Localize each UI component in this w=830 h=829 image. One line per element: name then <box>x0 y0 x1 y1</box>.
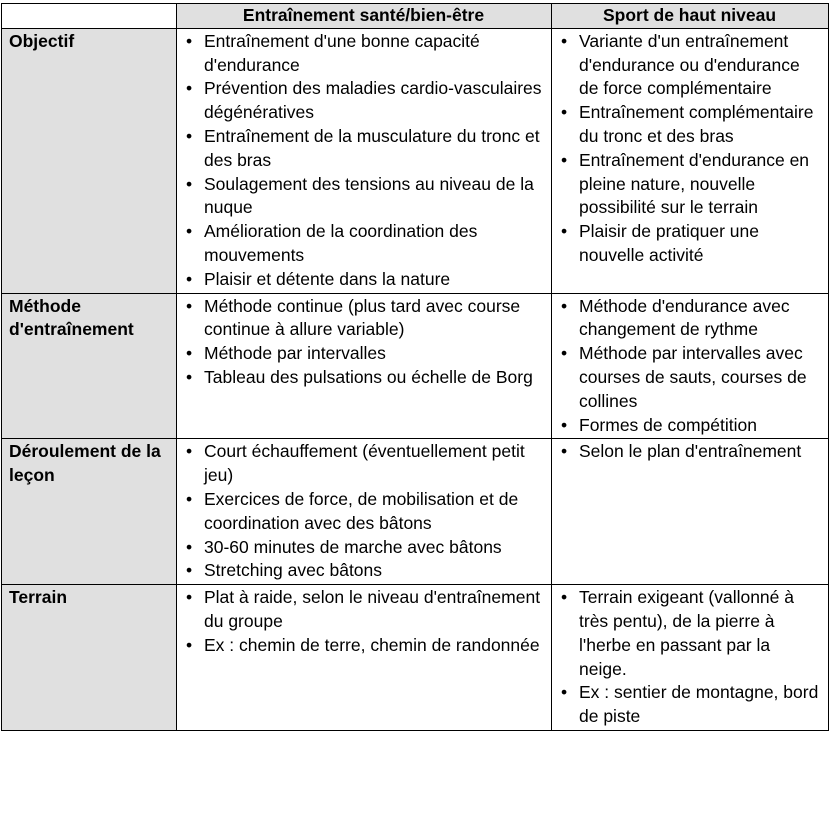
list-item: • Ex : chemin de terre, chemin de randonnée <box>204 634 545 658</box>
bullet-list <box>557 30 822 268</box>
table-row-deroulement <box>2 439 829 585</box>
table-row-terrain <box>2 585 829 731</box>
bullet-list <box>182 586 545 657</box>
list-item: • Méthode continue (plus tard avec course continue à allure variable) <box>204 295 545 343</box>
bullet-list <box>557 440 822 464</box>
list-item: • Entraînement complémentaire du tronc et des bras <box>579 101 822 149</box>
cell-sport <box>552 28 829 293</box>
list-item: • Soulagement des tensions au niveau de la nuque <box>204 173 545 221</box>
header-sport: Sport de haut niveau <box>552 4 829 29</box>
list-item: • Entraînement de la musculature du tronc et des bras <box>204 125 545 173</box>
table-row-methode <box>2 293 829 439</box>
list-item: • Selon le plan d'entraînement <box>579 440 822 464</box>
list-item: • Entraînement d'une bonne capacité d'endurance <box>204 30 545 78</box>
list-item: • Tableau des pulsations ou échelle de Borg <box>204 366 545 390</box>
cell-sport <box>552 439 829 585</box>
bullet-list <box>557 295 822 438</box>
row-label: Objectif <box>2 28 177 293</box>
table-row-objectif <box>2 28 829 293</box>
cell-sante <box>177 28 552 293</box>
bullet-list <box>182 30 545 292</box>
list-item: • Entraînement d'endurance en pleine nature, nouvelle possibilité sur le terrain <box>579 149 822 220</box>
list-item: • Méthode par intervalles avec courses de sauts, courses de collines <box>579 342 822 413</box>
row-label: Terrain <box>2 585 177 731</box>
header-row <box>2 4 829 29</box>
cell-sante <box>177 439 552 585</box>
cell-sport <box>552 293 829 439</box>
list-item: • Amélioration de la coordination des mouvements <box>204 220 545 268</box>
bullet-list <box>557 586 822 729</box>
list-item: • Plat à raide, selon le niveau d'entraînement du groupe <box>204 586 545 634</box>
cell-sport <box>552 585 829 731</box>
comparison-table <box>1 3 829 731</box>
bullet-list <box>182 440 545 583</box>
list-item: • Exercices de force, de mobilisation et de coordination avec des bâtons <box>204 488 545 536</box>
list-item: • 30-60 minutes de marche avec bâtons <box>204 536 545 560</box>
list-item: • Formes de compétition <box>579 414 822 438</box>
list-item: • Plaisir de pratiquer une nouvelle activité <box>579 220 822 268</box>
list-item: • Ex : sentier de montagne, bord de piste <box>579 681 822 729</box>
list-item: • Méthode par intervalles <box>204 342 545 366</box>
cell-sante <box>177 293 552 439</box>
list-item: • Variante d'un entraînement d'endurance ou d'endurance de force complémentaire <box>579 30 822 101</box>
header-corner-cell <box>2 4 177 29</box>
row-label: Déroulement de la leçon <box>2 439 177 585</box>
header-sante: Entraînement santé/bien-être <box>177 4 552 29</box>
list-item: • Terrain exigeant (vallonné à très pentu), de la pierre à l'herbe en passant par la neige. <box>579 586 822 681</box>
row-label: Méthode d'entraînement <box>2 293 177 439</box>
bullet-list <box>182 295 545 390</box>
table-body <box>2 28 829 730</box>
list-item: • Plaisir et détente dans la nature <box>204 268 545 292</box>
table-header <box>2 4 829 29</box>
list-item: • Court échauffement (éventuellement petit jeu) <box>204 440 545 488</box>
list-item: • Méthode d'endurance avec changement de rythme <box>579 295 822 343</box>
list-item: • Prévention des maladies cardio-vasculaires dégénératives <box>204 77 545 125</box>
list-item: • Stretching avec bâtons <box>204 559 545 583</box>
cell-sante <box>177 585 552 731</box>
